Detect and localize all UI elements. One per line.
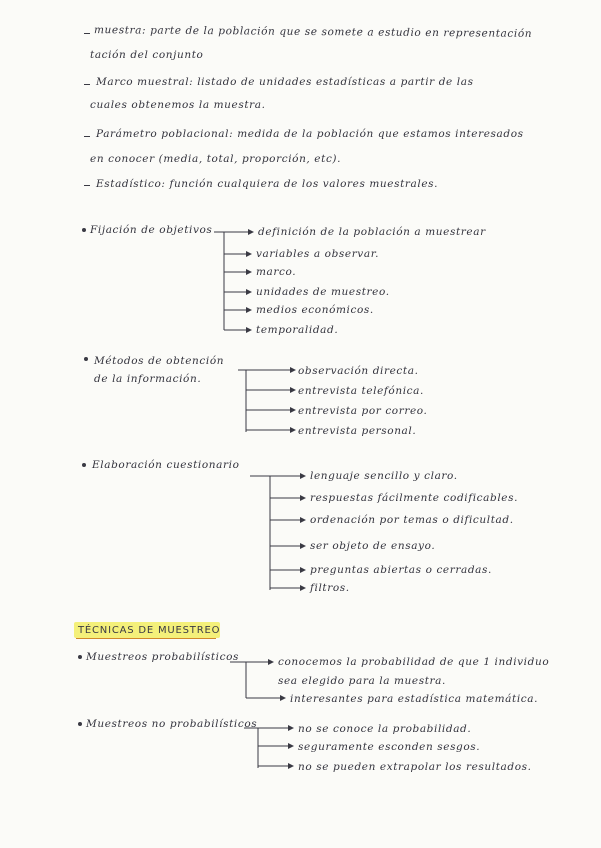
def-marco-line1: Marco muestral: listado de unidades estadísticas a partir de las [96,76,474,88]
cuestionario-item: respuestas fácilmente codificables. [310,492,519,504]
def-parametro-line1: Parámetro poblacional: medida de la población que estamos interesados [96,128,524,140]
fijacion-item: definición de la población a muestrear [258,226,486,238]
fijacion-title: Fijación de objetivos [90,224,213,236]
no-probabilisticos-item: no se conoce la probabilidad. [298,723,472,735]
bullet-dot [78,655,82,659]
probabilisticos-title: Muestreos probabilísticos [86,651,240,663]
def-marco-line2: cuales obtenemos la muestra. [90,99,266,111]
bullet-dot [82,463,86,467]
probabilisticos-item1-line2: sea elegido para la muestra. [278,675,446,687]
metodos-item: observación directa. [298,365,419,377]
cuestionario-title: Elaboración cuestionario [92,459,240,471]
metodos-title-line1: Métodos de obtención [94,355,225,367]
probabilisticos-item2: interesantes para estadística matemática. [290,693,539,705]
bullet-dot [82,228,86,232]
tecnicas-heading: TÉCNICAS DE MUESTREO [78,625,221,636]
def-parametro-line2: en conocer (media, total, proporción, etc). [90,153,342,165]
metodos-item: entrevista telefónica. [298,385,424,397]
fijacion-item: marco. [256,266,297,278]
fijacion-item: unidades de muestreo. [256,286,390,298]
metodos-item: entrevista personal. [298,425,417,437]
def-muestra-line2: tación del conjunto [90,49,204,61]
metodos-item: entrevista por correo. [298,405,428,417]
fijacion-item: temporalidad. [256,324,339,336]
probabilisticos-item1-line1: conocemos la probabilidad de que 1 individuo [278,656,550,668]
bullet-dot [78,722,82,726]
def-estadistico: Estadístico: función cualquiera de los valores muestrales. [96,178,439,190]
def-muestra-line1: muestra: parte de la población que se somete a estudio en representación [93,24,533,40]
no-probabilisticos-item: seguramente esconden sesgos. [298,741,481,753]
heading-underline [76,638,216,639]
fijacion-item: variables a observar. [256,248,380,260]
cuestionario-item: filtros. [310,582,350,594]
cuestionario-item: lenguaje sencillo y claro. [310,470,458,482]
cuestionario-item: preguntas abiertas o cerradas. [310,564,492,576]
metodos-title-line2: de la información. [94,373,202,385]
no-probabilisticos-title: Muestreos no probabilísticos [86,718,258,730]
no-probabilisticos-item: no se pueden extrapolar los resultados. [298,761,532,773]
cuestionario-item: ser objeto de ensayo. [310,540,436,552]
cuestionario-item: ordenación por temas o dificultad. [310,514,514,526]
fijacion-item: medios económicos. [256,304,374,316]
bullet-dot [84,357,88,361]
